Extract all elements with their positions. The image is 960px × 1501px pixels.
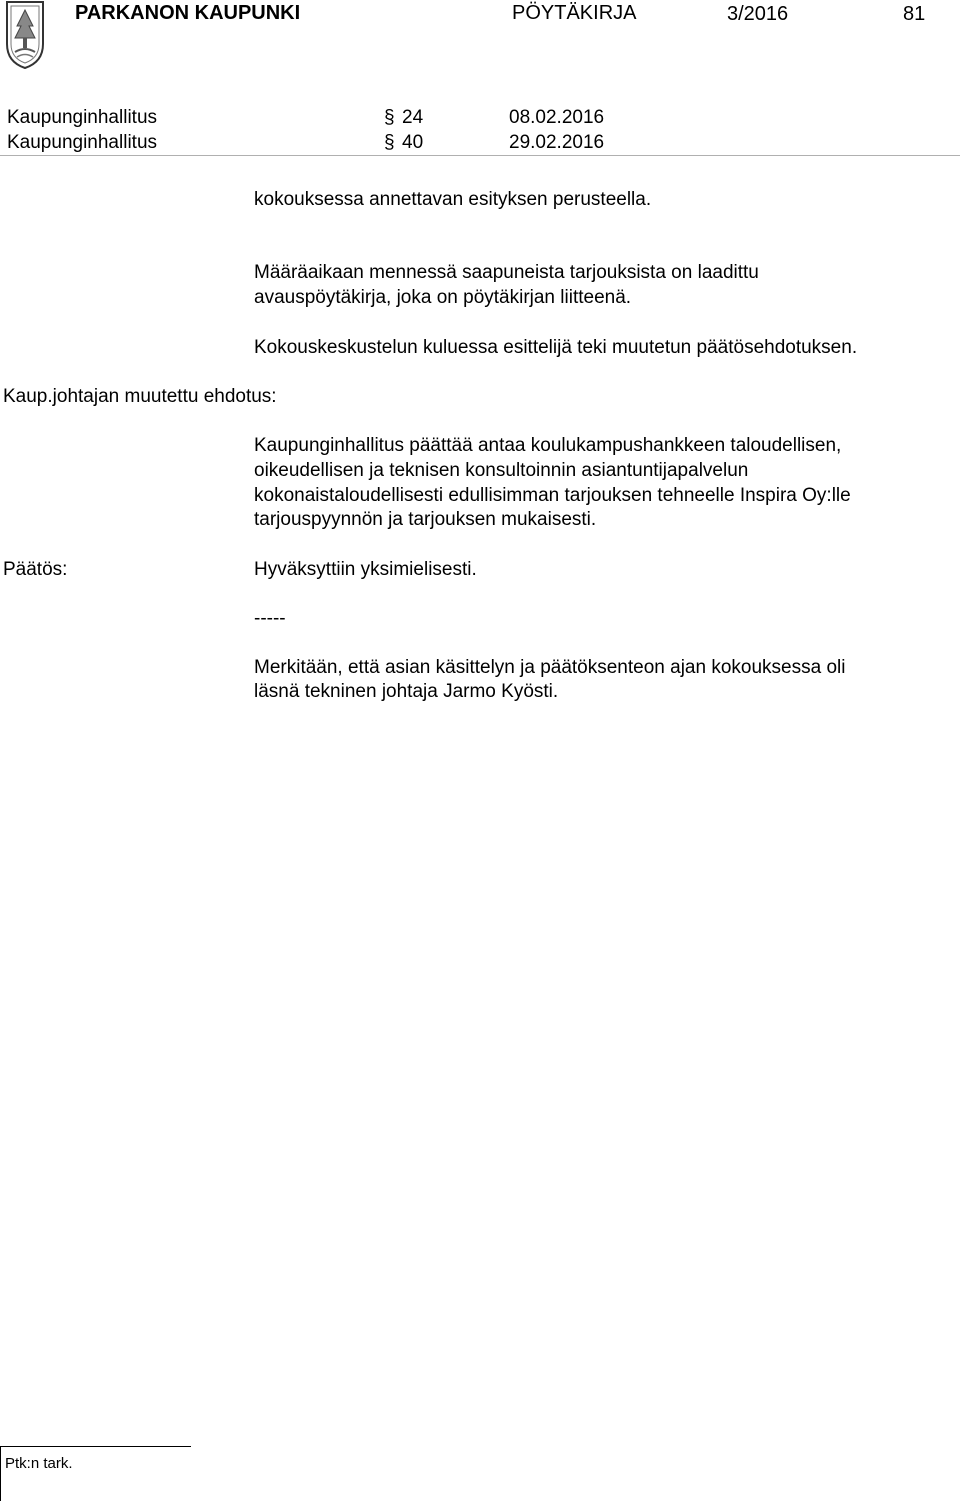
proposal-line: oikeudellisen ja teknisen konsultoinnin asiantuntijapalvelun [254, 460, 749, 481]
proposal-line: kokonaistaloudellisesti edullisimman tarjouksen tehneelle Inspira Oy:lle [254, 485, 851, 506]
note-line: läsnä tekninen johtaja Jarmo Kyösti. [254, 681, 559, 702]
signature-box-side [0, 1446, 1, 1501]
proposal-line: Kaupunginhallitus päättää antaa koulukampushankkeen taloudellisen, [254, 435, 842, 456]
section-sign-icon: § [384, 107, 395, 128]
section-number: 40 [402, 132, 424, 153]
proposal-line: tarjouspyynnön ja tarjouksen mukaisesti. [254, 509, 597, 530]
header-divider [0, 155, 960, 156]
signature-label: Ptk:n tark. [5, 1455, 73, 1472]
coat-of-arms-logo [5, 0, 45, 70]
paragraph: Kokouskeskustelun kuluessa esittelijä teki muutetun päätösehdotuksen. [254, 337, 858, 358]
meeting-body: Kaupunginhallitus [7, 132, 158, 153]
decision-label: Päätös: [3, 559, 68, 580]
meeting-body: Kaupunginhallitus [7, 107, 158, 128]
proposal-label: Kaup.johtajan muutettu ehdotus: [3, 386, 277, 407]
note-line: Merkitään, että asian käsittelyn ja päätöksenteon ajan kokouksessa oli [254, 657, 846, 678]
paragraph-line: avauspöytäkirja, joka on pöytäkirjan liitteenä. [254, 287, 632, 308]
page-number: 81 [903, 3, 926, 25]
section-sign-icon: § [384, 132, 395, 153]
paragraph-line: Määräaikaan mennessä saapuneista tarjouksista on laadittu [254, 262, 759, 283]
signature-box-top [0, 1446, 191, 1447]
document-type: PÖYTÄKIRJA [512, 2, 637, 24]
organization-name: PARKANON KAUPUNKI [75, 2, 301, 24]
separator: ----- [254, 608, 286, 629]
section-number: 24 [402, 107, 424, 128]
paragraph: kokouksessa annettavan esityksen perusteella. [254, 189, 652, 210]
decision-text: Hyväksyttiin yksimielisesti. [254, 559, 477, 580]
meeting-date: 29.02.2016 [509, 132, 605, 153]
meeting-number: 3/2016 [727, 3, 789, 25]
meeting-date: 08.02.2016 [509, 107, 605, 128]
